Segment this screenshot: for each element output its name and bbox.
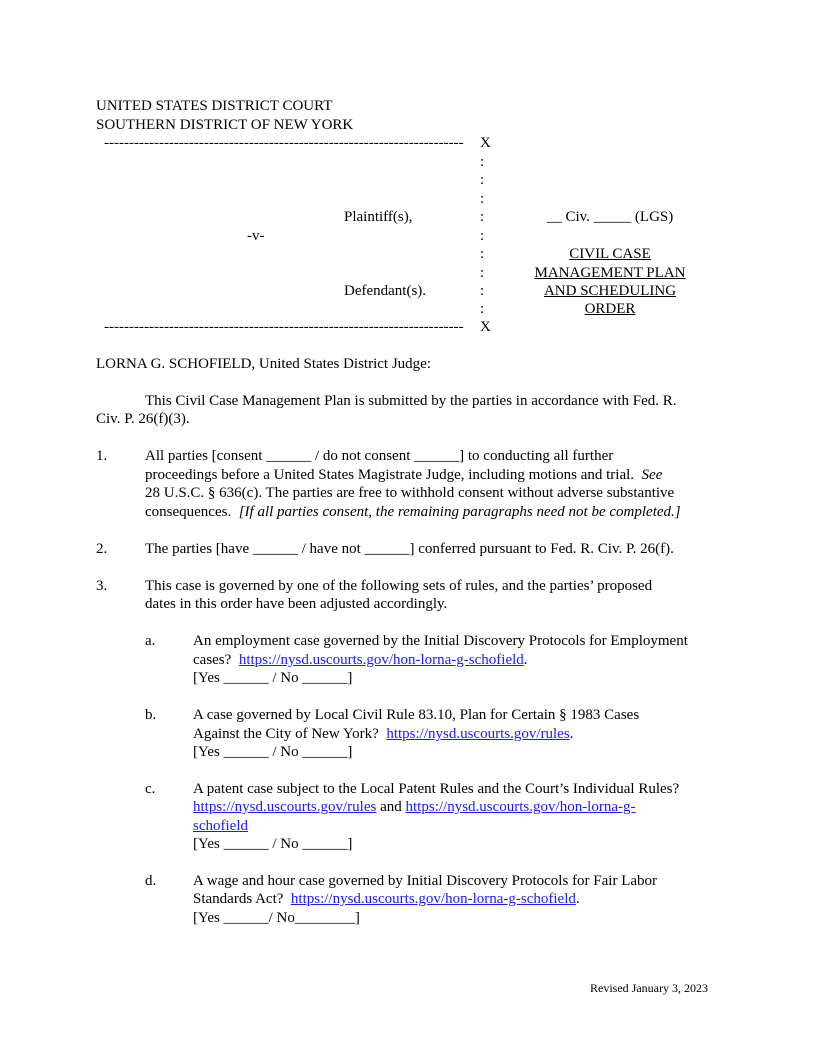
sub-c-line: A patent case subject to the Local Patent Rules and the Court’s Individual Rules?	[193, 781, 680, 797]
document-title-line: AND SCHEDULING	[543, 283, 677, 299]
caption-colon: :	[480, 283, 485, 299]
schofield-link[interactable]: https://nysd.uscourts.gov/hon-lorna-g-schofield	[238, 652, 524, 668]
sub-c-line	[193, 817, 248, 835]
schofield-link-continued[interactable]: schofield	[193, 818, 248, 834]
rules-link[interactable]: https://nysd.uscourts.gov/rules	[386, 726, 570, 742]
item3-line: dates in this order have been adjusted accordingly.	[145, 596, 448, 612]
intro-line: Civ. P. 26(f)(3).	[96, 411, 190, 427]
case-number: __ Civ. _____ (LGS)	[546, 209, 674, 225]
caption-x-bottom: X	[480, 319, 491, 335]
court-name: UNITED STATES DISTRICT COURT	[96, 98, 333, 114]
caption-divider-top: ------------------------------------------------------------------------	[104, 135, 464, 151]
sub-c-line: https://nysd.uscourts.gov/rules and https://nysd.uscourts.gov/hon-lorna-g-	[193, 799, 636, 815]
sub-letter: d.	[145, 873, 157, 889]
document-title-line: ORDER	[584, 301, 636, 317]
caption-colon: :	[480, 172, 485, 188]
item1-line: 28 U.S.C. § 636(c). The parties are free to withhold consent without adverse substantive	[145, 485, 675, 501]
defendant-label: Defendant(s).	[344, 283, 427, 299]
sub-d-line: A wage and hour case governed by Initial Discovery Protocols for Fair Labor	[193, 873, 658, 889]
court-district: SOUTHERN DISTRICT OF NEW YORK	[96, 117, 354, 133]
sub-b-line: Against the City of New York? https://nysd.uscourts.gov/rules.	[193, 726, 574, 742]
yes-no-field: [Yes ______/ No________]	[193, 910, 360, 926]
item1-line: All parties [consent ______ / do not consent ______] to conducting all further	[145, 448, 614, 464]
caption-divider-bottom: ------------------------------------------------------------------------	[104, 319, 464, 335]
caption-colon: :	[480, 228, 485, 244]
item-number: 2.	[96, 541, 108, 557]
item-number: 1.	[96, 448, 108, 464]
sub-b-line: A case governed by Local Civil Rule 83.10, Plan for Certain § 1983 Cases	[193, 707, 640, 723]
versus-label: -v-	[247, 228, 265, 244]
item-number: 3.	[96, 578, 108, 594]
sub-letter: a.	[145, 633, 156, 649]
sub-d-line: Standards Act? https://nysd.uscourts.gov/hon-lorna-g-schofield.	[193, 891, 580, 907]
document-title-line: CIVIL CASE	[569, 246, 651, 262]
sub-letter: c.	[145, 781, 156, 797]
caption-x-top: X	[480, 135, 491, 151]
sub-a-line: An employment case governed by the Initial Discovery Protocols for Employment	[193, 633, 688, 649]
yes-no-field: [Yes ______ / No ______]	[193, 744, 353, 760]
rules-link[interactable]: https://nysd.uscourts.gov/rules	[193, 799, 377, 815]
caption-colon: :	[480, 154, 485, 170]
caption-colon: :	[480, 301, 485, 317]
judge-line: LORNA G. SCHOFIELD, United States District Judge:	[96, 356, 431, 372]
document-title-line: MANAGEMENT PLAN	[534, 265, 686, 281]
item3-line: This case is governed by one of the following sets of rules, and the parties’ proposed	[145, 578, 653, 594]
schofield-link[interactable]: https://nysd.uscourts.gov/hon-lorna-g-schofield	[290, 891, 576, 907]
schofield-link[interactable]: https://nysd.uscourts.gov/hon-lorna-g-	[405, 799, 636, 815]
sub-letter: b.	[145, 707, 157, 723]
item1-note: [If all parties consent, the remaining paragraphs need not be completed.]	[238, 504, 681, 520]
caption-colon: :	[480, 209, 485, 225]
see-signal: See	[641, 467, 663, 483]
caption-colon: :	[480, 246, 485, 262]
yes-no-field: [Yes ______ / No ______]	[193, 836, 353, 852]
yes-no-field: [Yes ______ / No ______]	[193, 670, 353, 686]
item2-text: The parties [have ______ / have not ______] conferred pursuant to Fed. R. Civ. P. 26(f).	[145, 541, 674, 557]
sub-a-line: cases? https://nysd.uscourts.gov/hon-lorna-g-schofield.	[193, 652, 528, 668]
caption-colon: :	[480, 191, 485, 207]
item1-line: consequences. [If all parties consent, the remaining paragraphs need not be completed.]	[145, 504, 681, 520]
item1-line: proceedings before a United States Magistrate Judge, including motions and trial. See	[145, 467, 663, 483]
plaintiff-label: Plaintiff(s),	[344, 209, 413, 225]
revision-date: Revised January 3, 2023	[590, 981, 708, 995]
intro-line: This Civil Case Management Plan is submitted by the parties in accordance with Fed. R.	[145, 393, 677, 409]
caption-colon: :	[480, 265, 485, 281]
